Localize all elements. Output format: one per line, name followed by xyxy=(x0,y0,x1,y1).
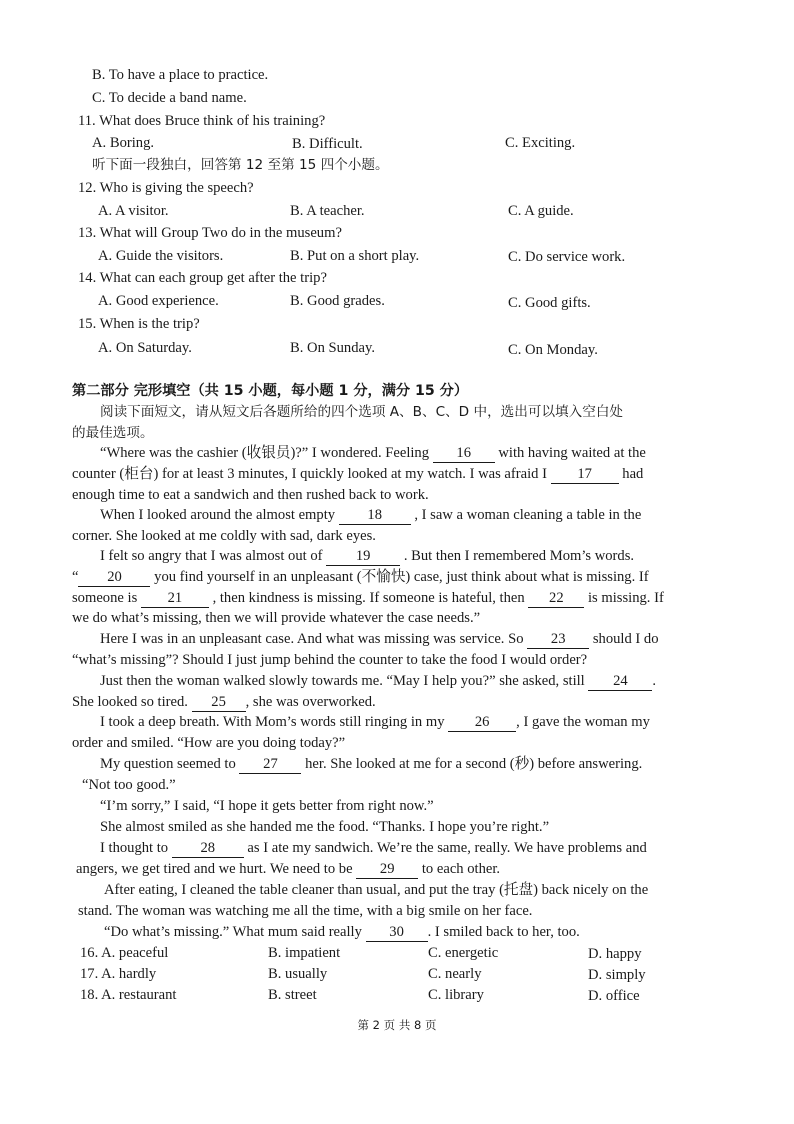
passage-text: as I ate my sandwich. We’re the same, really. We have problems and xyxy=(247,840,647,856)
blank-27: 27 xyxy=(239,756,301,774)
q12-option-c: C. A guide. xyxy=(508,203,574,219)
q18-option-d: D. office xyxy=(588,988,640,1004)
q11-option-a: A. Boring. xyxy=(92,135,155,151)
page-number-footer: 第 2 页 共 8 页 xyxy=(357,1018,437,1032)
blank-18: 18 xyxy=(339,507,411,525)
passage-text: Just then the woman walked slowly towards me. “May I help you?” she asked, still xyxy=(100,673,585,689)
blank-17: 17 xyxy=(551,466,619,484)
passage-text: “ xyxy=(72,569,79,585)
q10-option-b: B. To have a place to practice. xyxy=(92,67,269,83)
passage-text: her. She looked at me for a second (秒) before answering. xyxy=(305,756,643,772)
passage-line xyxy=(72,567,649,587)
passage-line xyxy=(100,712,650,732)
passage-text: counter (柜台) for at least 3 minutes, I quickly looked at my watch. I was afraid I xyxy=(72,466,547,482)
passage-line xyxy=(100,629,659,649)
q12-option-a: A. A visitor. xyxy=(98,203,169,219)
cloze-instruction-line-1: 阅读下面短文，请从短文后各题所给的四个选项 A、B、C、D 中，选出可以填入空白处 xyxy=(100,404,624,420)
q16-option-d: D. happy xyxy=(588,946,642,962)
q14-option-c: C. Good gifts. xyxy=(508,295,591,311)
passage-text: you find yourself in an unpleasant (不愉快) case, just think about what is missing. If xyxy=(154,569,649,585)
q12-option-b: B. A teacher. xyxy=(290,203,365,219)
q17-option-d: D. simply xyxy=(588,967,646,983)
q17-option-b: B. usually xyxy=(268,966,328,982)
blank-22: 22 xyxy=(528,590,584,608)
q15-option-b: B. On Sunday. xyxy=(290,340,375,356)
passage-line: “I’m sorry,” I said, “I hope it gets better from right now.” xyxy=(100,798,434,814)
listening-instruction: 听下面一段独白，回答第 12 至第 15 四个小题。 xyxy=(92,157,389,173)
passage-line xyxy=(72,588,664,608)
q18-option-c: C. library xyxy=(428,987,484,1003)
q16-option-b: B. impatient xyxy=(268,945,341,961)
passage-text: I took a deep breath. With Mom’s words still ringing in my xyxy=(100,714,445,730)
q14-option-a: A. Good experience. xyxy=(98,293,219,309)
q11-option-c: C. Exciting. xyxy=(505,135,576,151)
blank-20: 20 xyxy=(78,569,150,587)
passage-line xyxy=(76,859,500,879)
q18-option-b: B. street xyxy=(268,987,317,1003)
q10-option-c: C. To decide a band name. xyxy=(92,90,247,106)
passage-text: . But then I remembered Mom’s words. xyxy=(403,548,635,564)
q13-option-a: A. Guide the visitors. xyxy=(98,248,224,264)
q18-option-a: 18. A. restaurant xyxy=(80,987,177,1003)
passage-line xyxy=(72,464,643,484)
passage-text: , then kindness is missing. If someone is hateful, then xyxy=(212,590,525,606)
q13-stem: 13. What will Group Two do in the museum? xyxy=(78,225,342,241)
q16-option-c: C. energetic xyxy=(428,945,499,961)
passage-line xyxy=(100,505,641,525)
q11-stem: 11. What does Bruce think of his training? xyxy=(78,113,326,129)
blank-29: 29 xyxy=(356,861,418,879)
passage-text: “Where was the cashier (收银员)?” I wondered. Feeling xyxy=(100,445,430,461)
section-title: 第二部分 完形填空（共 15 小题，每小题 1 分，满分 15 分） xyxy=(72,383,469,399)
passage-line xyxy=(100,671,656,691)
q11-option-b: B. Difficult. xyxy=(292,136,363,152)
passage-line xyxy=(72,692,376,712)
q17-option-c: C. nearly xyxy=(428,966,482,982)
blank-19: 19 xyxy=(326,548,400,566)
passage-text: , she was overworked. xyxy=(245,694,376,710)
passage-text: My question seemed to xyxy=(100,756,236,772)
q14-stem: 14. What can each group get after the trip? xyxy=(78,270,327,286)
q13-option-b: B. Put on a short play. xyxy=(290,248,420,264)
blank-25: 25 xyxy=(192,694,246,712)
q16-option-a: 16. A. peaceful xyxy=(80,945,169,961)
cloze-instruction-line-2: 的最佳选项。 xyxy=(72,425,154,441)
passage-line: we do what’s missing, then we will provide whatever the case needs.” xyxy=(72,610,481,626)
passage-text: is missing. If xyxy=(588,590,664,606)
passage-text: had xyxy=(622,466,644,482)
q13-option-c: C. Do service work. xyxy=(508,249,626,265)
q15-option-c: C. On Monday. xyxy=(508,342,598,358)
blank-23: 23 xyxy=(527,631,589,649)
passage-text: I felt so angry that I was almost out of xyxy=(100,548,323,564)
passage-text: angers, we get tired and we hurt. We need to be xyxy=(76,861,353,877)
passage-line: enough time to eat a sandwich and then rushed back to work. xyxy=(72,487,429,503)
passage-line: “what’s missing”? Should I just jump behind the counter to take the food I would order? xyxy=(72,652,588,668)
passage-line: order and smiled. “How are you doing today?” xyxy=(72,735,346,751)
passage-text: , I saw a woman cleaning a table in the xyxy=(414,507,642,523)
passage-text: someone is xyxy=(72,590,138,606)
passage-line: corner. She looked at me coldly with sad, dark eyes. xyxy=(72,528,376,544)
passage-line: “Not too good.” xyxy=(82,777,176,793)
blank-26: 26 xyxy=(448,714,516,732)
q15-option-a: A. On Saturday. xyxy=(98,340,192,356)
blank-28: 28 xyxy=(172,840,244,858)
blank-24: 24 xyxy=(588,673,652,691)
passage-text: . I smiled back to her, too. xyxy=(427,924,580,940)
passage-text: I thought to xyxy=(100,840,169,856)
passage-text: with having waited at the xyxy=(498,445,646,461)
passage-text: , I gave the woman my xyxy=(516,714,650,730)
passage-text: . xyxy=(652,673,657,689)
q17-option-a: 17. A. hardly xyxy=(80,966,157,982)
q12-stem: 12. Who is giving the speech? xyxy=(78,180,254,196)
passage-line: After eating, I cleaned the table cleaner than usual, and put the tray (托盘) back nicely on the xyxy=(104,882,649,898)
passage-text: She looked so tired. xyxy=(72,694,188,710)
blank-16: 16 xyxy=(433,445,495,463)
passage-line xyxy=(100,838,647,858)
passage-text: should I do xyxy=(592,631,659,647)
passage-line: stand. The woman was watching me all the time, with a big smile on her face. xyxy=(78,903,533,919)
passage-line xyxy=(104,922,580,942)
blank-30: 30 xyxy=(366,924,428,942)
passage-line xyxy=(100,754,642,774)
q15-stem: 15. When is the trip? xyxy=(78,316,200,332)
passage-line xyxy=(100,546,634,566)
passage-line: She almost smiled as she handed me the food. “Thanks. I hope you’re right.” xyxy=(100,819,550,835)
passage-text: When I looked around the almost empty xyxy=(100,507,336,523)
passage-line xyxy=(100,443,646,463)
passage-text: “Do what’s missing.” What mum said really xyxy=(104,924,362,940)
passage-text: Here I was in an unpleasant case. And what was missing was service. So xyxy=(100,631,524,647)
blank-21: 21 xyxy=(141,590,209,608)
passage-text: to each other. xyxy=(421,861,501,877)
q14-option-b: B. Good grades. xyxy=(290,293,385,309)
